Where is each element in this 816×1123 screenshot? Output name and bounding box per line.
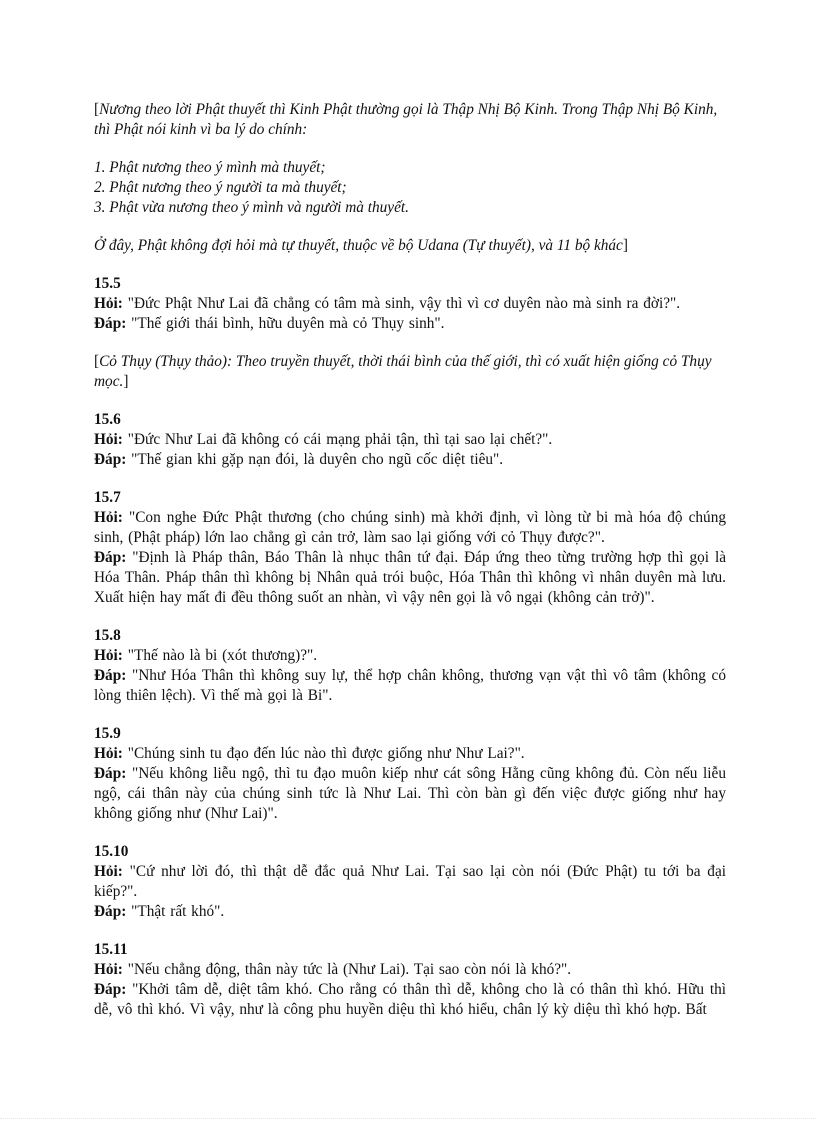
reason-1: 1. Phật nương theo ý mình mà thuyết; (94, 159, 326, 176)
section-number: 15.5 (94, 275, 121, 292)
question-text: "Đức Như Lai đã không có cái mạng phải tận, thì tại sao lại chết?". (127, 431, 553, 448)
question-text: "Con nghe Đức Phật thương (cho chúng sinh) mà khởi định, vì lòng từ bi mà hóa độ chúng sinh, (Phật pháp) lớn lao chẳng gì cản trở, làm sao lại giống với cỏ Thụy được?". (94, 509, 727, 546)
question-text: "Nếu chẳng động, thân này tức là (Như Lai). Tại sao còn nói là khó?". (127, 961, 572, 978)
section-15-7 (94, 488, 726, 608)
answer-text: "Thế giới thái bình, hữu duyên mà cỏ Thụy sinh". (131, 315, 445, 332)
question-text: "Cứ như lời đó, thì thật dễ đắc quả Như Lai. Tại sao lại còn nói (Đức Phật) tu tới ba đại kiếp?". (94, 863, 726, 900)
answer-label: Đáp: (94, 451, 127, 468)
question (94, 294, 726, 314)
section-number: 15.7 (94, 489, 121, 506)
answer-label: Đáp: (94, 765, 127, 782)
answer-label: Đáp: (94, 667, 127, 684)
intro-note (94, 100, 726, 256)
reason-2: 2. Phật nương theo ý người ta mà thuyết; (94, 179, 347, 196)
question-label: Hỏi: (94, 509, 123, 526)
answer (94, 764, 726, 824)
note-close-bracket: ] (123, 373, 129, 390)
section-15-5 (94, 274, 726, 392)
section-15-8 (94, 626, 726, 706)
section-number: 15.11 (94, 941, 128, 958)
answer-text: "Định là Pháp thân, Báo Thân là nhục thân tứ đại. Đáp ứng theo từng trường hợp thì gọi là Hóa Thân. Pháp thân thì không bị Nhân quả trói buộc, Hóa Thân thì không vì nhân duyên mà lưu. Xuất hiện hay mất đi đều thông suốt an nhàn, vì vậy nên gọi là vô ngại (không cản trở)". (94, 549, 726, 606)
answer (94, 980, 726, 1020)
section-15-9 (94, 724, 726, 824)
note-open-bracket: [ (94, 353, 100, 370)
question-label: Hỏi: (94, 295, 123, 312)
answer-label: Đáp: (94, 315, 127, 332)
question-label: Hỏi: (94, 647, 123, 664)
intro-closing (94, 236, 726, 256)
question (94, 744, 726, 764)
section-number: 15.9 (94, 725, 121, 742)
question (94, 430, 726, 450)
intro-close-bracket: ] (622, 237, 628, 254)
document-page (94, 100, 726, 1020)
question (94, 960, 726, 980)
answer-text: "Khởi tâm dễ, diệt tâm khó. Cho rằng có thân thì dễ, không cho là có thân thì khó. Hữu thì dễ, vô thì khó. Vì vậy, như là công phu huyền diệu thì khó hiểu, chân lý kỳ diệu thì khó hợp. Bất (94, 981, 727, 1018)
answer (94, 666, 726, 706)
answer-label: Đáp: (94, 981, 127, 998)
question-text: "Chúng sinh tu đạo đến lúc nào thì được giống như Như Lai?". (127, 745, 525, 762)
section-number: 15.8 (94, 627, 121, 644)
question (94, 646, 726, 666)
answer-text: "Nếu không liễu ngộ, thì tu đạo muôn kiếp như cát sông Hằng cũng không đủ. Còn nếu liễu ngộ, cái thân này của chúng sinh tức là Như Lai. Thì còn bàn gì đến việc được giống như hay không giống như (Như Lai)". (94, 765, 726, 822)
answer (94, 902, 726, 922)
section-15-10 (94, 842, 726, 922)
footnote (94, 352, 726, 392)
page-bottom-rule (0, 1118, 816, 1119)
answer-label: Đáp: (94, 549, 127, 566)
answer-text: "Thế gian khi gặp nạn đói, là duyên cho ngũ cốc diệt tiêu". (131, 451, 504, 468)
answer-text: "Thật rất khó". (131, 903, 225, 920)
intro-paragraph (94, 100, 726, 140)
reason-3: 3. Phật vừa nương theo ý mình và người mà thuyết. (94, 199, 409, 216)
question (94, 508, 726, 548)
section-15-6 (94, 410, 726, 470)
answer (94, 450, 726, 470)
question-text: "Đức Phật Như Lai đã chẳng có tâm mà sinh, vậy thì vì cơ duyên nào mà sinh ra đời?". (127, 295, 681, 312)
question (94, 862, 726, 902)
question-label: Hỏi: (94, 431, 123, 448)
answer (94, 314, 726, 334)
question-label: Hỏi: (94, 745, 123, 762)
question-label: Hỏi: (94, 863, 123, 880)
answer-label: Đáp: (94, 903, 127, 920)
answer-text: "Như Hóa Thân thì không suy lự, thể hợp chân không, thương vạn vật thì vô tâm (không có lòng thiên lệch). Vì thế mà gọi là Bi". (94, 667, 726, 704)
section-number: 15.10 (94, 843, 129, 860)
intro-open-bracket: [ (94, 101, 100, 118)
section-number: 15.6 (94, 411, 121, 428)
question-label: Hỏi: (94, 961, 123, 978)
section-15-11 (94, 940, 726, 1020)
answer (94, 548, 726, 608)
question-text: "Thế nào là bi (xót thương)?". (127, 647, 318, 664)
note-text: Cỏ Thụy (Thụy thảo): Theo truyền thuyết, thời thái bình của thế giới, thì có xuất hiện giống cỏ Thụy mọc. (94, 353, 712, 390)
intro-text: Nương theo lời Phật thuyết thì Kinh Phật thường gọi là Thập Nhị Bộ Kinh. Trong Thập Nhị Bộ Kinh, thì Phật nói kinh vì ba lý do chính: (94, 101, 718, 138)
intro-closing-text: Ở đây, Phật không đợi hỏi mà tự thuyết, thuộc về bộ Udana (Tự thuyết), và 11 bộ khác (94, 237, 623, 254)
